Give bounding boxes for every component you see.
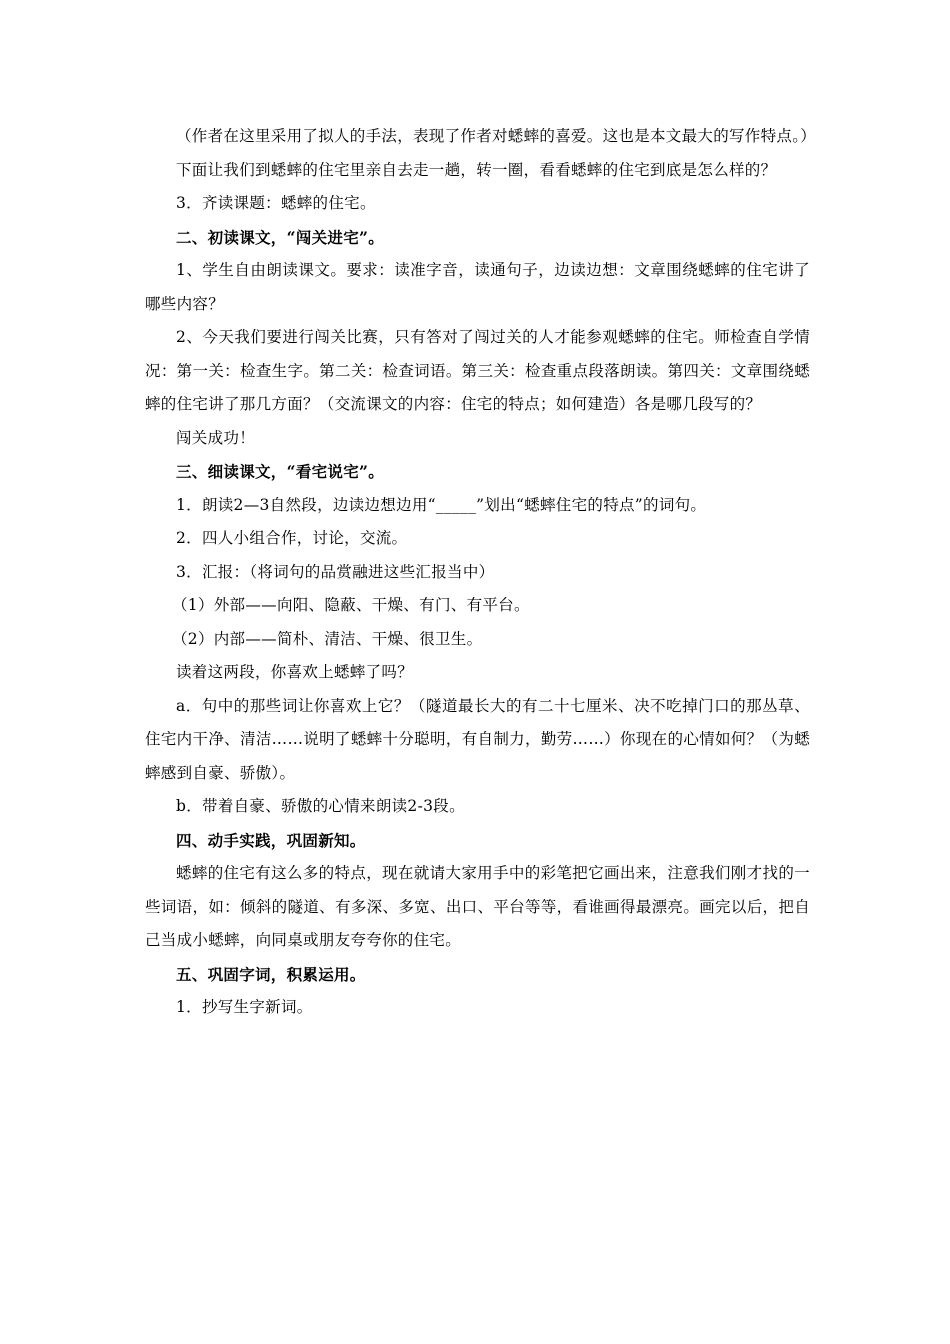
paragraph-copy-words: 1．抄写生字新词。 — [176, 998, 313, 1016]
section-heading-4: 四、动手实践，巩固新知。 — [176, 830, 366, 850]
paragraph-interior: （2）内部——简朴、清洁、干燥、很卫生。 — [172, 629, 483, 648]
paragraph-read-2-3: 1．朗读2—3自然段，边读边想边用“_____”划出“蟋蟀住宅的特点”的词句。 — [176, 495, 707, 514]
paragraph-like-cricket: 读着这两段，你喜欢上蟋蟀了吗？ — [176, 663, 414, 681]
paragraph-read-title: 3．齐读课题：蟋蟀的住宅。 — [176, 194, 376, 212]
paragraph-challenge: 2、今天我们要进行闯关比赛，只有答对了闯过关的人才能参观蟋蟀的住宅。师检查自学情况：第一关：检查生字。第二关：检查词语。第三关：检查重点段落朗读。第四关：文章围绕蟋蟀的住宅讲了那几方面？（交流课文的内容：住宅的特点；如何建造）各是哪几段写的？ — [145, 328, 810, 413]
document-body — [145, 120, 817, 1025]
paragraph-item-a: a．句中的那些词让你喜欢上它？（隧道最长大的有二十七厘米、决不吃掉门口的那丛草、住宅内干净、清洁……说明了蟋蟀十分聪明，有自制力，勤劳……）你现在的心情如何？（为蟋蟀感到自豪、骄傲）。 — [145, 696, 810, 782]
section-heading-3: 三、细读课文，“看宅说宅”。 — [176, 462, 385, 481]
paragraph-item-b: b．带着自豪、骄傲的心情来朗读2-3段。 — [176, 797, 465, 815]
paragraph-group-work: 2．四人小组合作，讨论，交流。 — [176, 529, 408, 547]
paragraph-drawing: 蟋蟀的住宅有这么多的特点，现在就请大家用手中的彩笔把它画出来，注意我们刚才找的一些词语，如：倾斜的隧道、有多深、多宽、出口、平台等等，看谁画得最漂亮。画完以后，把自己当成小蟋蟀，向同桌或朋友夸夸你的住宅。 — [145, 864, 810, 949]
paragraph-exterior: （1）外部——向阳、隐蔽、干燥、有门、有平台。 — [172, 596, 530, 614]
paragraph-personification-note: （作者在这里采用了拟人的手法，表现了作者对蟋蟀的喜爱。这也是本文最大的写作特点。） — [176, 127, 817, 145]
section-heading-2: 二、初读课文，“闯关进宅”。 — [176, 227, 385, 247]
paragraph-visit-house: 下面让我们到蟋蟀的住宅里亲自去走一趟，转一圈，看看蟋蟀的住宅到底是怎么样的？ — [176, 160, 777, 179]
paragraph-free-reading: 1、学生自由朗读课文。要求：读准字音，读通句子，边读边想：文章围绕蟋蟀的住宅讲了哪些内容？ — [145, 261, 810, 313]
section-heading-5: 五、巩固字词，积累运用。 — [176, 964, 366, 984]
paragraph-report: 3．汇报：（将词句的品赏融进这些汇报当中） — [176, 562, 495, 581]
paragraph-success: 闯关成功！ — [176, 428, 256, 447]
